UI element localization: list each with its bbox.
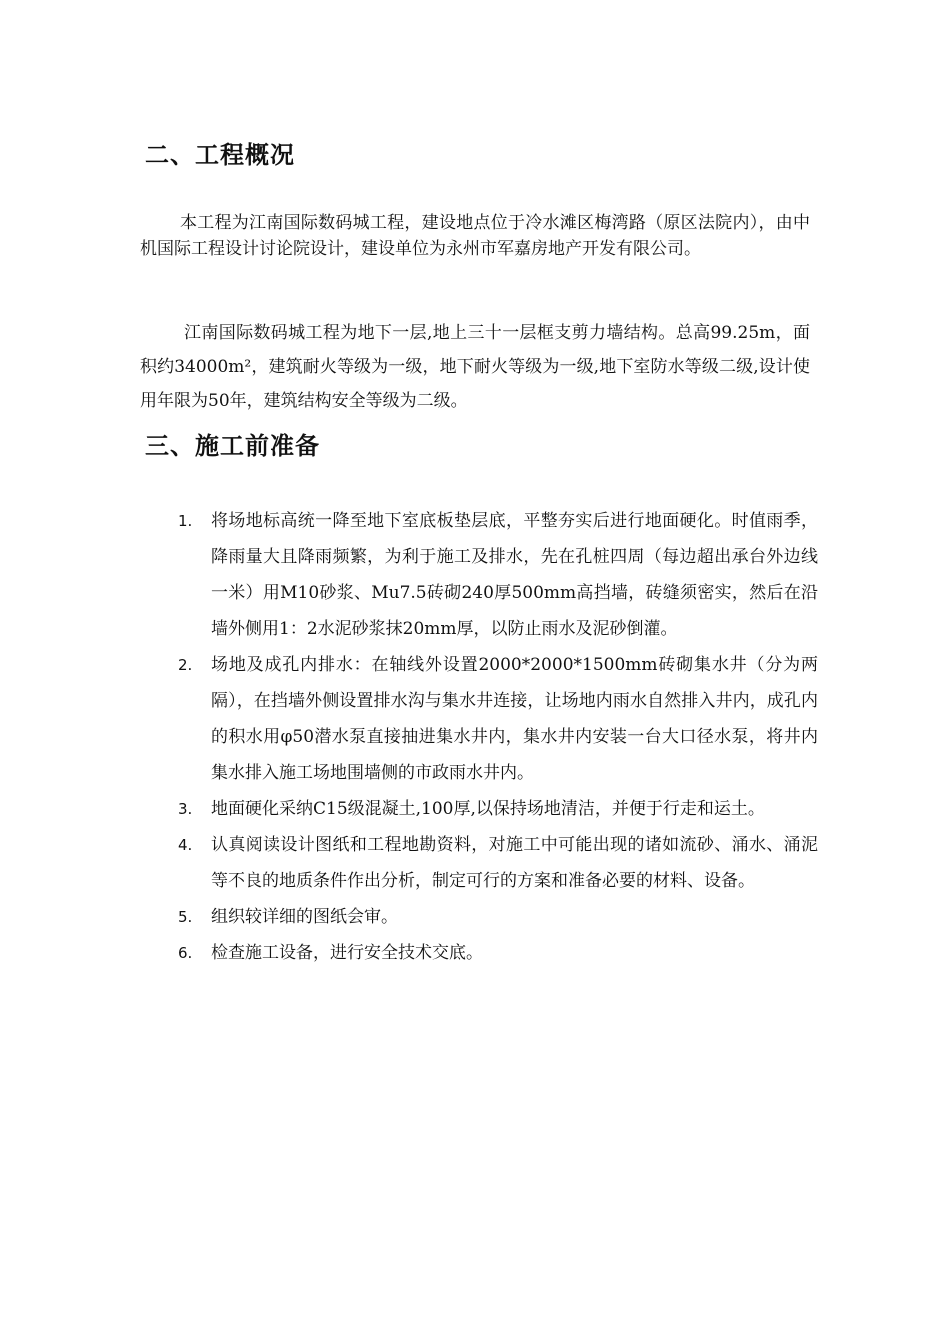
list-item-number: 3.: [178, 800, 193, 818]
list-item-number: 1.: [178, 512, 193, 530]
overview-paragraph-1: 本工程为江南国际数码城工程，建设地点位于冷水滩区梅湾路（原区法院内），由中机国际工程设计讨论院设计，建设单位为永州市军嘉房地产开发有限公司。: [140, 213, 810, 259]
preparation-list: [178, 503, 818, 971]
list-item-number: 5.: [178, 908, 193, 926]
list-item-text: 地面硬化采纳C15级混凝土,100厚,以保持场地清洁，并便于行走和运土。: [211, 799, 765, 819]
list-item: [178, 827, 818, 899]
list-item: [178, 935, 818, 971]
list-item-text: 检查施工设备，进行安全技术交底。: [211, 943, 483, 963]
list-item: [178, 503, 818, 647]
section-heading-preparation: 三、施工前准备: [145, 432, 320, 460]
section-heading-overview: 二、工程概况: [145, 141, 295, 169]
list-item: [178, 791, 818, 827]
list-item: [178, 647, 818, 791]
list-item: [178, 899, 818, 935]
list-item-number: 6.: [178, 944, 193, 962]
list-item-text: 场地及成孔内排水：在轴线外设置2000*2000*1500mm砖砌集水井（分为两隔），在挡墙外侧设置排水沟与集水井连接，让场地内雨水自然排入井内，成孔内的积水用φ50潜水泵直接抽进集水井内，集水井内安装一台大口径水泵，将井内集水排入施工场地围墙侧的市政雨水井内。: [211, 655, 818, 783]
list-item-text: 组织较详细的图纸会审。: [211, 907, 398, 927]
list-item-text: 认真阅读设计图纸和工程地勘资料，对施工中可能出现的诸如流砂、涌水、涌泥等不良的地质条件作出分析，制定可行的方案和准备必要的材料、设备。: [211, 835, 818, 891]
overview-paragraph-2: 江南国际数码城工程为地下一层,地上三十一层框支剪力墙结构。总高99.25m，面积约34000m²，建筑耐火等级为一级，地下耐火等级为一级,地下室防水等级二级,设计使用年限为50年，建筑结构安全等级为二级。: [140, 323, 810, 411]
list-item-number: 2.: [178, 656, 193, 674]
list-item-text: 将场地标高统一降至地下室底板垫层底，平整夯实后进行地面硬化。时值雨季，降雨量大且降雨频繁，为利于施工及排水，先在孔桩四周（每边超出承台外边线一米）用M10砂浆、Mu7.5砖砌240厚500mm高挡墙，砖缝须密实，然后在沿墙外侧用1：2水泥砂浆抹20mm厚，以防止雨水及泥砂倒灌。: [211, 511, 818, 639]
list-item-number: 4.: [178, 836, 193, 854]
